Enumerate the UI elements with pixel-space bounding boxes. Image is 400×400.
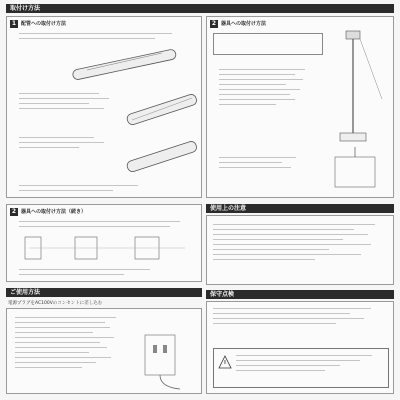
step2-heading — [210, 20, 266, 28]
section-header-maintenance — [206, 290, 394, 299]
step2-number: 2 — [211, 20, 217, 27]
step2-text-lines — [219, 69, 314, 109]
section-header-caution — [206, 204, 394, 213]
step1-text-lines — [19, 33, 189, 43]
step2-box — [206, 16, 394, 198]
usage-box — [6, 308, 202, 394]
usage-lead: 電源プラグをAC100Vのコンセントに差し込む — [8, 301, 103, 306]
fixture-illustration-2 — [325, 147, 385, 197]
step1-box — [6, 16, 202, 198]
maintenance-warning-box — [213, 348, 389, 388]
step2b-title: 器具への取付け方法（続き） — [21, 209, 87, 215]
section-title-maintenance: 保守点検 — [210, 291, 235, 298]
clamp-illustrations — [15, 231, 195, 267]
warning-icon — [218, 355, 232, 369]
pipe-illustration-2 — [122, 92, 202, 128]
step1-heading — [10, 20, 66, 28]
pipe-illustration-1 — [67, 45, 187, 85]
step1-sub-a-text — [19, 93, 119, 113]
step2-bottom-lines — [219, 157, 309, 172]
step2-title: 器具への取付け方法 — [221, 21, 267, 27]
section-header-usage — [6, 288, 202, 297]
caution-box — [206, 215, 394, 285]
fixture-illustration — [322, 29, 392, 149]
section-title-caution: 使用上の注意 — [210, 205, 247, 212]
section-header-install — [6, 4, 394, 13]
pipe-illustration-3 — [122, 139, 202, 175]
step1-note-lines — [19, 185, 189, 195]
step2b-note-lines — [19, 269, 194, 279]
step2b-number: 2 — [11, 208, 17, 215]
maintenance-box — [206, 301, 394, 394]
plug-illustration — [135, 315, 195, 391]
step2b-heading — [10, 208, 86, 216]
usage-text-lines — [15, 317, 127, 372]
section-title-usage: ご使用方法 — [10, 289, 41, 296]
step1-sub-b-text — [19, 137, 119, 152]
maintenance-text-lines — [213, 308, 389, 328]
caution-text-lines — [213, 224, 389, 264]
section-title-install: 取付け方法 — [10, 5, 41, 12]
step1-title: 配管への取付け方法 — [21, 21, 67, 27]
step2-note-box — [213, 33, 323, 55]
step1-number: 1 — [11, 20, 17, 27]
step2b-box — [6, 204, 202, 282]
maintenance-warning-lines — [236, 355, 384, 375]
step2b-text-lines — [19, 221, 194, 231]
